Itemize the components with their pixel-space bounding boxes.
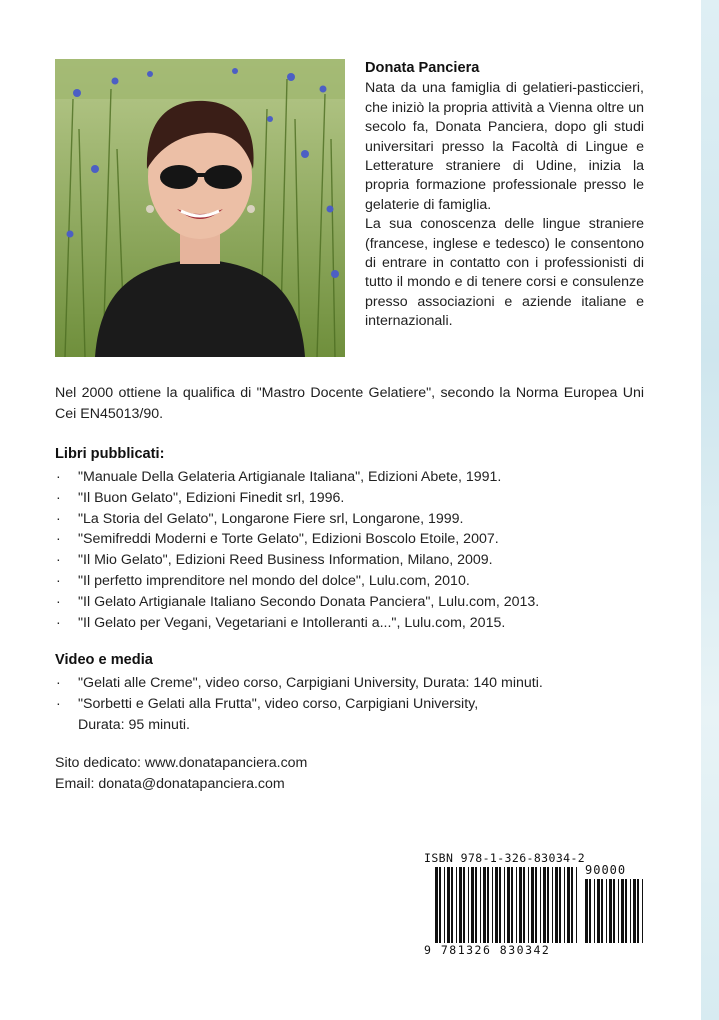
barcode-bar — [543, 867, 546, 943]
barcode-bar — [594, 879, 595, 943]
list-item: · "Sorbetti e Gelati alla Frutta", video corso, Carpigiani University, — [55, 694, 655, 715]
barcode-bar — [540, 867, 541, 943]
barcode-bar — [507, 867, 510, 943]
media-list — [55, 673, 655, 735]
list-item: · "Manuale Della Gelateria Artigianale Italiana", Edizioni Abete, 1991. — [55, 467, 655, 488]
barcode-bar — [483, 867, 486, 943]
author-bio — [365, 59, 644, 332]
barcode-bar — [559, 867, 561, 943]
bio-paragraph-1: Nata da una famiglia di gelatieri-pasticcieri, che iniziò la propria attività a Vienna oltre un secolo fa, Donata Panciera, dopo gli studi universitari presso la Facoltà di Lingue e Letterature straniere di Udine, inizia la propria formazione professionale presso le gelaterie di famiglia. — [365, 80, 644, 213]
list-item: · "La Storia del Gelato", Longarone Fiere srl, Longarone, 1999. — [55, 509, 655, 530]
barcode-bar — [439, 867, 441, 943]
barcode-bar — [567, 867, 570, 943]
bullet: · — [56, 531, 61, 548]
barcode-bar — [564, 867, 565, 943]
barcode-digits: 9 781326 830342 — [424, 943, 551, 957]
list-item: · "Gelati alle Creme", video corso, Carpigiani University, Durata: 140 minuti. — [55, 673, 655, 694]
barcode-bar — [456, 867, 457, 943]
barcode-bar — [471, 867, 474, 943]
barcode-bar — [487, 867, 489, 943]
barcode-bar — [613, 879, 615, 943]
barcode-bar — [447, 867, 450, 943]
barcode-bar — [576, 867, 577, 943]
barcode-bar — [535, 867, 537, 943]
bullet: · — [56, 469, 61, 485]
barcode-bar — [519, 867, 522, 943]
barcode-bar — [642, 879, 643, 943]
bio-paragraph-2: La sua conoscenza delle lingue straniere (francese, inglese e tedesco) le consentono di entrare in contatto con i professionisti di tutto il mondo e di tenere corsi e consulenze presso associazioni e aziende italiane e internazionali. — [365, 216, 644, 330]
list-item: · "Il Buon Gelato", Edizioni Finedit srl, 1996. — [55, 488, 655, 509]
bullet: · — [56, 552, 61, 569]
bullet: · — [56, 572, 61, 589]
barcode-bar — [531, 867, 534, 943]
bullet: · — [56, 510, 61, 527]
barcode-bar — [618, 879, 619, 943]
author-photo — [55, 59, 345, 357]
barcode-bar — [523, 867, 525, 943]
barcode-bar — [601, 879, 603, 943]
list-item: · "Il Gelato per Vegani, Vegetariani e Intolleranti a...", Lulu.com, 2015. — [55, 613, 655, 634]
barcode-bar — [589, 879, 591, 943]
books-section-title: Libri pubblicati: — [55, 446, 165, 462]
barcode-bar — [547, 867, 549, 943]
barcode-bar — [444, 867, 445, 943]
barcode-bar — [571, 867, 573, 943]
bullet: · — [56, 593, 61, 610]
barcode-bar — [495, 867, 498, 943]
bullet: · — [56, 489, 61, 506]
barcode-bar — [606, 879, 607, 943]
books-list — [55, 467, 655, 633]
barcode-bar — [492, 867, 493, 943]
bullet: · — [56, 695, 61, 712]
barcode-bar — [511, 867, 513, 943]
bullet: · — [56, 675, 61, 691]
barcode-bar — [499, 867, 501, 943]
barcode-bar — [475, 867, 477, 943]
barcode-addon-number: 90000 — [585, 863, 627, 877]
barcode-bar — [480, 867, 481, 943]
barcode-bar — [516, 867, 517, 943]
barcode-bar — [459, 867, 462, 943]
barcode-bar — [555, 867, 558, 943]
list-item: · "Il perfetto imprenditore nel mondo del dolce", Lulu.com, 2010. — [55, 571, 655, 592]
barcode-bar — [625, 879, 627, 943]
website-text: Sito dedicato: www.donatapanciera.com — [55, 755, 308, 771]
barcode-bar — [504, 867, 505, 943]
barcode-bar — [552, 867, 553, 943]
barcode-bar — [585, 879, 588, 943]
email-text: Email: donata@donatapanciera.com — [55, 776, 285, 792]
barcode-bar — [630, 879, 631, 943]
list-item: · "Il Gelato Artigianale Italiano Secondo Donata Panciera", Lulu.com, 2013. — [55, 592, 655, 613]
qualification-text: Nel 2000 ottiene la qualifica di "Mastro Docente Gelatiere", secondo la Norma Europea Uni Cei EN45013/90. — [55, 385, 644, 422]
media-section-title: Video e media — [55, 652, 153, 668]
barcode-bar — [597, 879, 600, 943]
barcode-bar — [468, 867, 469, 943]
barcode-bar — [621, 879, 624, 943]
barcode-bar — [463, 867, 465, 943]
bullet: · — [56, 614, 61, 631]
barcode-bar — [637, 879, 639, 943]
list-item: · "Semifreddi Moderni e Torte Gelato", Edizioni Boscolo Etoile, 2007. — [55, 529, 655, 550]
barcode-bar — [435, 867, 438, 943]
isbn-label: ISBN 978-1-326-83034-2 — [424, 851, 586, 865]
barcode-bar — [633, 879, 636, 943]
barcode-bar — [609, 879, 612, 943]
list-item: · "Il Mio Gelato", Edizioni Reed Business Information, Milano, 2009. — [55, 550, 655, 571]
author-name: Donata Panciera — [365, 60, 480, 76]
barcode-bar — [451, 867, 453, 943]
author-photo-illustration — [55, 59, 345, 357]
isbn-barcode — [421, 851, 649, 961]
barcode-bar — [528, 867, 529, 943]
cover-edge — [701, 0, 719, 1020]
list-item-continuation: Durata: 95 minuti. — [78, 716, 190, 733]
